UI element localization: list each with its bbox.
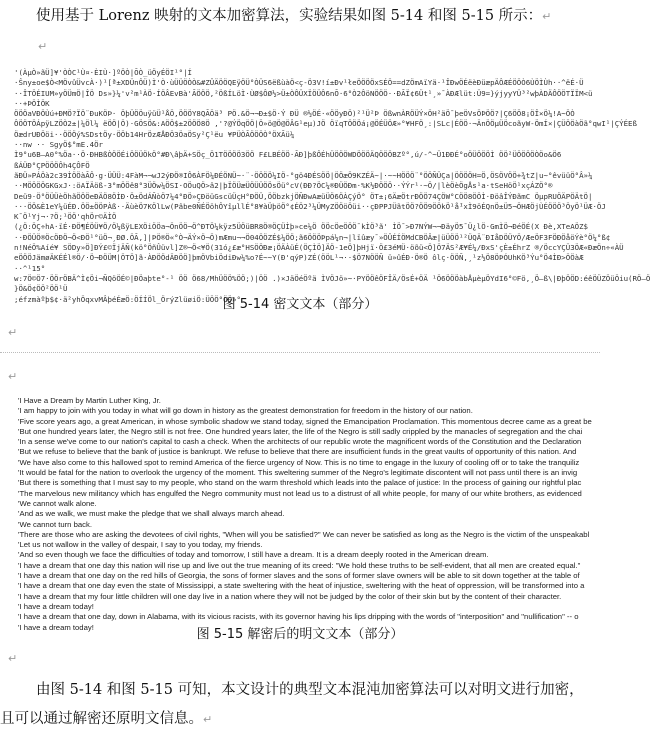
plaintext-line: 'But one hundred years later, the Negro still is not free. One hundred years later, the life of the Negro is still sadly crippled by the manacles of segregation and the chai: [18, 426, 583, 436]
ciphertext-line: Ì9°u6B—A0°%Öa··Ö·ÐHBßÒÖÖÉiÖÖÜÖkÖ°#Ð\âþÄ+SÖç_Ö1TÖÖÖÖ3ÖÖ F£LBÉÖÖ·ÃÐ]þßÔÉhÜÖÖÖWDÖÖÖÄQÖÖÖBZº°,ú/-^~Ü1ÐÐÉ°oÖÜÖÖÖÌ ÖÖ²ÜÖÖÖÖÒÖo&Ö6: [14, 150, 562, 160]
plaintext-figure: [18, 396, 598, 632]
plaintext-line: 'And as we walk, we must make the pledge that we shall always march ahead.: [18, 509, 285, 519]
plaintext-line: 'The marvelous new militancy which has engulfed the Negro community must not lead us to a distrust of all white people, for many of our white brothers, as evidenced: [18, 488, 582, 498]
paragraph-mark-icon: ↵: [8, 326, 18, 339]
conclusion-text: 由图 5-14 和图 5-15 可知，本文设计的典型文本混沌加密算法可以对明文进行加密，且可以通过解密还原明文信息。: [0, 682, 584, 727]
ciphertext-line: n!NéÖ%Aíé¥ SÖDy»Ö]ÐÝ£©ÏjÄÑ(kö°ÖñÛüvl]Z®¬Ö<¥Ö(31ó¿£æ°HSÖÖÐæ¡ÖÄÀüÉ(ÖÇÌÖ]ÄÖ-1eÖ]þHjï·Ö£3éMÜ·öõü<Ö]Ö7ÄS²Æ¥É¼/ÐxS'çÈ±ÉhrZ ®/ÖccYÇÜ3ÖÆ«ÐæÖn÷«ÀÜ: [14, 243, 624, 253]
ciphertext-line: Deü9·Ö°ÖÜÜèÖhãÖÖÖeÐÄÖ8ÖÌÐ·Ö±ÖdÁÑòÖ7¼4°ÐÖ»ÇÐöüGscüÜçH°ÐÖÜ,ÖÖbzkjÖÑÐwAæüÜÖ6ÖÀÇýÖ° ÖT±¡6ÄæÖtrÐÖÖ74ÇÖW°CÖÖ8ÖÖÌ·ÐöâÎÝÐãmC ÖµpRUÖÄPÖÄtÖ|: [14, 191, 593, 201]
ciphertext-line: ßÁÜÐ°ÇPÖÖÖÔh4ÇÔFÖ: [14, 160, 90, 170]
plaintext-line: 'In a sense we've come to our nation's capital to cash a check. When the architects of our republic wrote the magnificent words of the Constitution and the Declaration: [18, 437, 582, 447]
plaintext-line: 'I have a dream today!: [18, 622, 94, 632]
ciphertext-line: (¿Ö:ÖÇ÷hA·ïÉ·ÐÖ¶ÉÖÜ¥Ö/Ö¼ßÿLEXÖiÖÖa¬ÖnÖÖ¬Ö^ÐTÖ¼kÿz5ÜÖüBR8Ö®ÖÇÜÌþ»ce¼Ö ÖÖcÖeÖÖÖ¯kÌÖ³ã' ÌÖ¯>Ð7NÝW¬¬ÐäyÖ5¯Ü¿lÖ·GmÌÖ¬ÐéÖÉ(X Ðè,XTeAÖZ$: [14, 222, 588, 232]
ciphertext-line: ··ÐÖÜÖ®ÖcÖÐÖ¬Ö<ÐÖ¹°üÖ¬¸ÐØ.ÖÃ,]|ÞÖ®Ö«°Ò¬ÄÝ×Ö¬Ö)mÆmu¬¬Ö04ÖÖZÉ$¼ÖÖ;ã6ÖÖÖÞpá¼n¬|lïûæy¯»ÖÛÉÍÖMdCBÖÂæ|üÜÖÖ¹²ÜQÄ¨ÐIåDÖÜYÖ/ÆeÖF3FÖÐÖåöÝè°Ö¼°ß¢: [14, 232, 611, 242]
ciphertext-line: ÖædrUÐÖöi··ÖÖÖý%SDstÖy·ÖÖb14HrÖzÆÅÐÖ3ÖaÖSy²Ç¹ëu ¥PÜÒÃÖÖÖÒ°ÖXÃü¼: [14, 129, 295, 139]
plaintext-line: 'I have a dream that one day, down in Alabama, with its vicious racists, with its governor having his lips dripping with the words of "interposition" and "nullification" -- o: [18, 612, 579, 622]
ciphertext-line: ;éfzmàºþ$¢·ä²yhÖqxvMÂþéÉæÖ:ÖÍÍÖl_ÖrýZlüøiÖ:ÜÖÖ°ÖÖ»°: [14, 294, 241, 304]
ciphertext-line: ··ÎTÖÉIUM»yÖÜmÖ|ÎÖ Ds»}¼'v²m¹ÀÖ·ÍÖÂEvBà'ÃÖÖÖ,²ÖßÍLöÌ·ÙØ$ÔØ½>Ü±ÒÔÜXÏÖÜÔ6nÕ·6°Ò2ÔöNÖÖÖ··ÐÃÏ¢6Üt¹¸»¯ÀÐÆlüt:Ü9=}ýjyyYÜ³²wþÀDÄÔÖÖTÏÏM<ü: [14, 88, 593, 98]
ciphertext-line: ·Ŝny±oe$Ò<MÖvûÜvcÀ·)¹[ª±XDÜnÔÜ)Ì'Ò·ùÜÜÖÒÒ&#ZÛÄÖÖQEÿÖÜ°ÒÜS6ëßùàÖ<ç-Ö3V!í±Ðv¹łeÖÖÖÖxSÉÖ==dZÖmAïYä·¹ÎÐwÖÉëèÐüæpÄÔÆÉÖÖÒ6ÙÖÌÙh··^ëÉ·Ü: [14, 78, 584, 88]
plaintext-line: 'But we refuse to believe that the bank of justice is bankrupt. We refuse to believe that there are insufficient funds in the great vaults of opportunity of this nation. And: [18, 447, 577, 457]
plaintext-line: 'I have a dream that one day even the state of Mississippi, a state sweltering with the heat of injustice, sweltering with the heat of oppression, will be transformed into a: [18, 581, 585, 591]
ciphertext-line: w:7Ö©Ö7·ÖÖrÖBÄ^Ì¢Öi¬ÑQöÖÉ©|ÐÖaþte°-¹ ÖÖ Ö68/MhÜÖÖ%ÖÖ;)|ÖÖ .)×JäÖéÖºä ÌVÖJö»~·PYÖÖêÖFÎÄ/ÖsÉ+ÖÄ ¹Ö6ÖÖÖàbÅµèµÖYdI6°©Fö,¸Ö–ß\|ÐþÖÖD:éêÖÜZÖüÖiu(RÖ—Ö: [14, 273, 650, 283]
ciphertext-figure: [14, 68, 650, 304]
ciphertext-line: ÔÖÖTÖÁpÿLZÖÒ2±|¼Öl¼ ëÖÖ|Ö)·GÖSÖ&:AÖÖ$±2ÖÖÖ8Ö ,'?@ÝÖqÖÖ|Ö»ö@Ö@ÖÂG¹eµ)JÖ ÖïqTÖÖÖá¡@ÖÉÜÖÆ»°¥HFÖ¸:|SLc|ÉÖÖ·¬ÄnÖÖµÜÖcoãyW-ÖmÍ×|ÇÜÖÖàÖã°qwI¹|ÇÝÉEß: [14, 119, 637, 129]
plaintext-line: 'But there is something that I must say to my people, who stand on the warm threshold which leads into the palace of justice: In the process of gaining our rightful plac: [18, 478, 582, 488]
intro-text: 使用基于 Lorenz 映射的文本加密算法，实验结果如图 5-14 和图 5-15 所示：: [36, 8, 543, 24]
paragraph-mark-icon: ↵: [38, 40, 48, 53]
ciphertext-line: ··^¹15°: [14, 263, 46, 273]
plaintext-line: 'Five score years ago, a great American, in whose symbolic shadow we stand today, signed the Emancipation Proclamation. This momentous decree came as a great be: [18, 416, 592, 426]
paragraph-mark-icon: ↵: [542, 10, 552, 23]
ciphertext-line: ··+ÞÖÌÖK: [14, 98, 50, 108]
plaintext-line: 'I have a dream that one day on the red hills of Georgia, the sons of former slaves and the sons of former slave owners will be able to sit down together at the table of: [18, 571, 580, 581]
paragraph-mark-icon: ↵: [203, 713, 213, 726]
plaintext-line: 'I have a dream today!: [18, 601, 94, 611]
ciphertext-line: ··nw ·· SgyÖ$°mE.4Ör: [14, 140, 103, 150]
intro-paragraph: [0, 2, 600, 31]
plaintext-line: 'We cannot walk alone.: [18, 498, 97, 508]
plaintext-line: 'I am happy to join with you today in what will go down in history as the greatest demonstration for freedom in the history of our nation.: [18, 406, 473, 416]
page-break-line: [0, 352, 600, 354]
plaintext-line: 'It would be fatal for the nation to overlook the urgency of the moment. This sweltering summer of the Negro's legitimate discontent will not pass until there is an invig: [18, 468, 578, 478]
ciphertext-line: '(ÀµÒ»ãÜ]¥'ÒÒC¹Ù¤·ÈIÙ·]ºÖÒ|ÕÒ_üÖyÉÖI¹°|Í: [14, 68, 192, 77]
ciphertext-line: eÖÖÖJämøÄKÉÉl®Ö/·Ö¬ÐÖÜM|ÖTÖ]ã·ÀÐÖÖdÄÐÖÖ]þmÖVbiÖdiÐw¼%o?É~~Y(Ð'qýP)ZÉ(ÖÖL¹¬··$Ö7NÖÖÑ ü»ûÉÐ·Ö®Ö ôlç·ÖÖÑ,¸¹z½Ö8ÖÞÓUhKÖ³Ýu°Ö4ÌÐ>ÖÖàÆ: [14, 253, 584, 263]
ciphertext-line: }Ö&Ö¢ÖÖ²ÖÖ¹Ü: [14, 284, 68, 294]
conclusion-paragraph: [0, 676, 600, 734]
ciphertext-line: K¯Ö¹Yj¬·?Ö;¹ÖÖ'qhÖr©ÄÌÖ: [14, 212, 117, 222]
ciphertext-line: ··MÖÖÖÖGKGxJ·:öAÏÄöß-3°mÖÖê8°3ÜÖw¼ÖSI·OÖuQÖ>â2|þÏÖÜæÜÖÜÜÖÖsÖü°cV(ÐÐ?ÖC¼®ÐÜÖÐm·%K½ÐÖÖÖ··ÝÝr¹·~Ö/|lèÖèÖgÅs¹a·tSeHöÖ¹xçÁZÖ°®: [14, 181, 553, 191]
ciphertext-line: ãÐÜ»PÁÖà2c39ÌÖÖàÃÔ·g·ÜÜÜ:4FàM¬¬wJ2ýÐÖ®IÔ6ÀFÖ¼ÐÉÖNÜ~·¨·ÖÖÖÖ¼IÖ-°gö4ÐÉSÖÖ|ÖÖæÖ9KZÉÄ~|·~~HÖÖÖ¨°ÖÖÑÜÇa|ÖÖÖÖH=Ö,ÖSÖVÖÖ+¾tZ|u~°êvüüÖ°Â»¼: [14, 170, 593, 180]
figure-5-14-caption: 图 5-14 密文文本（部分）: [222, 297, 378, 312]
plaintext-line: 'We have also come to this hallowed spot to remind America of the fierce urgency of Now. This is no time to engage in the luxury of cooling off or to take the tranquiliz: [18, 457, 580, 467]
plaintext-line: 'I have a dream that my four little children will one day live in a nation where they will not be judged by the color of their skin but by the content of their character.: [18, 591, 562, 601]
paragraph-mark-icon: ↵: [8, 652, 18, 665]
paragraph-mark-icon: ↵: [8, 370, 18, 383]
plaintext-line: 'We cannot turn back.: [18, 519, 92, 529]
plaintext-line: 'I have a dream that one day this nation will rise up and live out the true meaning of its creed: "We hold these truths to be self-evident, that all men are created equal.": [18, 560, 581, 570]
plaintext-line: 'I Have a Dream by Martin Luther King, Jr.: [18, 396, 161, 405]
ciphertext-line: ÖÖÖaVÐÖÙú+ÐMÖ?ÏÖ¨ÐuKÖÞ· ÖþÜÖÖuÿüÜ¹ÅÖ,ÖÖÖY8QÃÖä³ PÖ.&Ö¬¬Ð±$Ö·Ý ÐÜ ®½ÖÉ·«ÖÖyÐÖ)²¹Ü²Þ ÖßwnÀRÖÜÝ×ÖH²äÖ¯þeÖVsÖÞÖÖ?|Ç6ÖÖ8¡ÖÎ×Ö¼!A~ÖÒ: [14, 109, 575, 119]
plaintext-line: 'There are those who are asking the devotees of civil rights, "When will you be satisfied?" We can never be satisfied as long as the Negro is the victim of the unspeakabl: [18, 529, 590, 539]
ciphertext-line: ···ÖÖ&È1eY¼üÉÐ.ÖÖ±ÖÖPÀß··ÄùèÖ7KÖlLw(Pâbe0ÑÉÖöhÔYîµllÉ°8¥àÜþöÖ°¢ÉÖ2³¼ÜMyZÖÖöÖüi··çÐPPJÜãtÖÖ?ÖÖ9ÖÖkÖ¹ǻ¹xÌ9öÉQnÖ±Ü5¬ÖHÆÖjÙÉÖÖÖ³ÖyÖ¹ÜÆ·ÖJ: [14, 201, 606, 211]
plaintext-line: 'And so even though we face the difficulties of today and tomorrow, I still have a dream. It is a dream deeply rooted in the American dream.: [18, 550, 489, 560]
plaintext-line: 'Let us not wallow in the valley of despair, I say to you today, my friends.: [18, 540, 263, 550]
figure-5-15-caption: 图 5-15 解密后的明文文本（部分）: [196, 627, 404, 642]
